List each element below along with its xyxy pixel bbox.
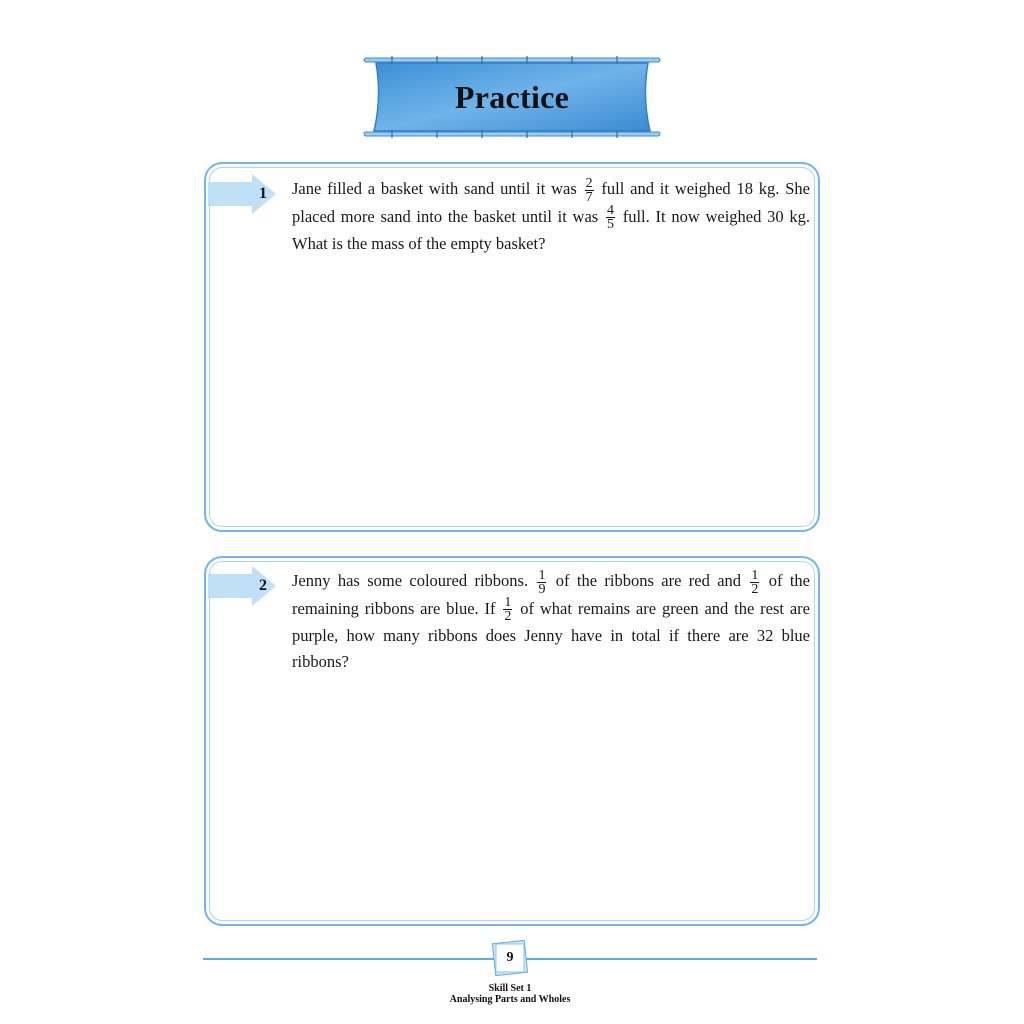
question-text: Jenny has some coloured ribbons. $\frac{1}{9}$ of the ribbons are red and $\frac{1}{2}$ of the remaining ribbons are blue. If $\frac{1}{2}$ of what remains are green and the rest are purple, how many ribbons does Jenny have in total if there are 32 blue ribbons? <box>292 567 811 672</box>
question-box-2 <box>204 556 820 926</box>
skill-set-label: Skill Set 1 <box>488 983 532 994</box>
fraction: $\frac{2}{7}$ <box>585 175 593 205</box>
question-number: 2 <box>259 577 267 594</box>
question-number: 1 <box>259 185 267 202</box>
fraction: $\frac{4}{5}$ <box>606 203 614 233</box>
page-title: Practice <box>454 78 570 115</box>
title-banner <box>362 55 662 139</box>
question-text: Jane filled a basket with sand until it was $\frac{2}{7}$ full and it weighed 18 kg. She placed more sand into the basket until it was $\frac{4}{5}$ full. It now weighed 30 kg. What is the mass of the empty basket? <box>292 175 810 254</box>
footer-caption <box>380 983 640 1005</box>
question-box-1 <box>204 162 820 532</box>
fraction: $\frac{1}{2}$ <box>751 567 759 597</box>
page-number: 9 <box>506 950 514 965</box>
skill-set-title: Analysing Parts and Wholes <box>449 994 571 1005</box>
fraction: $\frac{1}{2}$ <box>504 595 512 625</box>
fraction: $\frac{1}{9}$ <box>538 567 546 597</box>
